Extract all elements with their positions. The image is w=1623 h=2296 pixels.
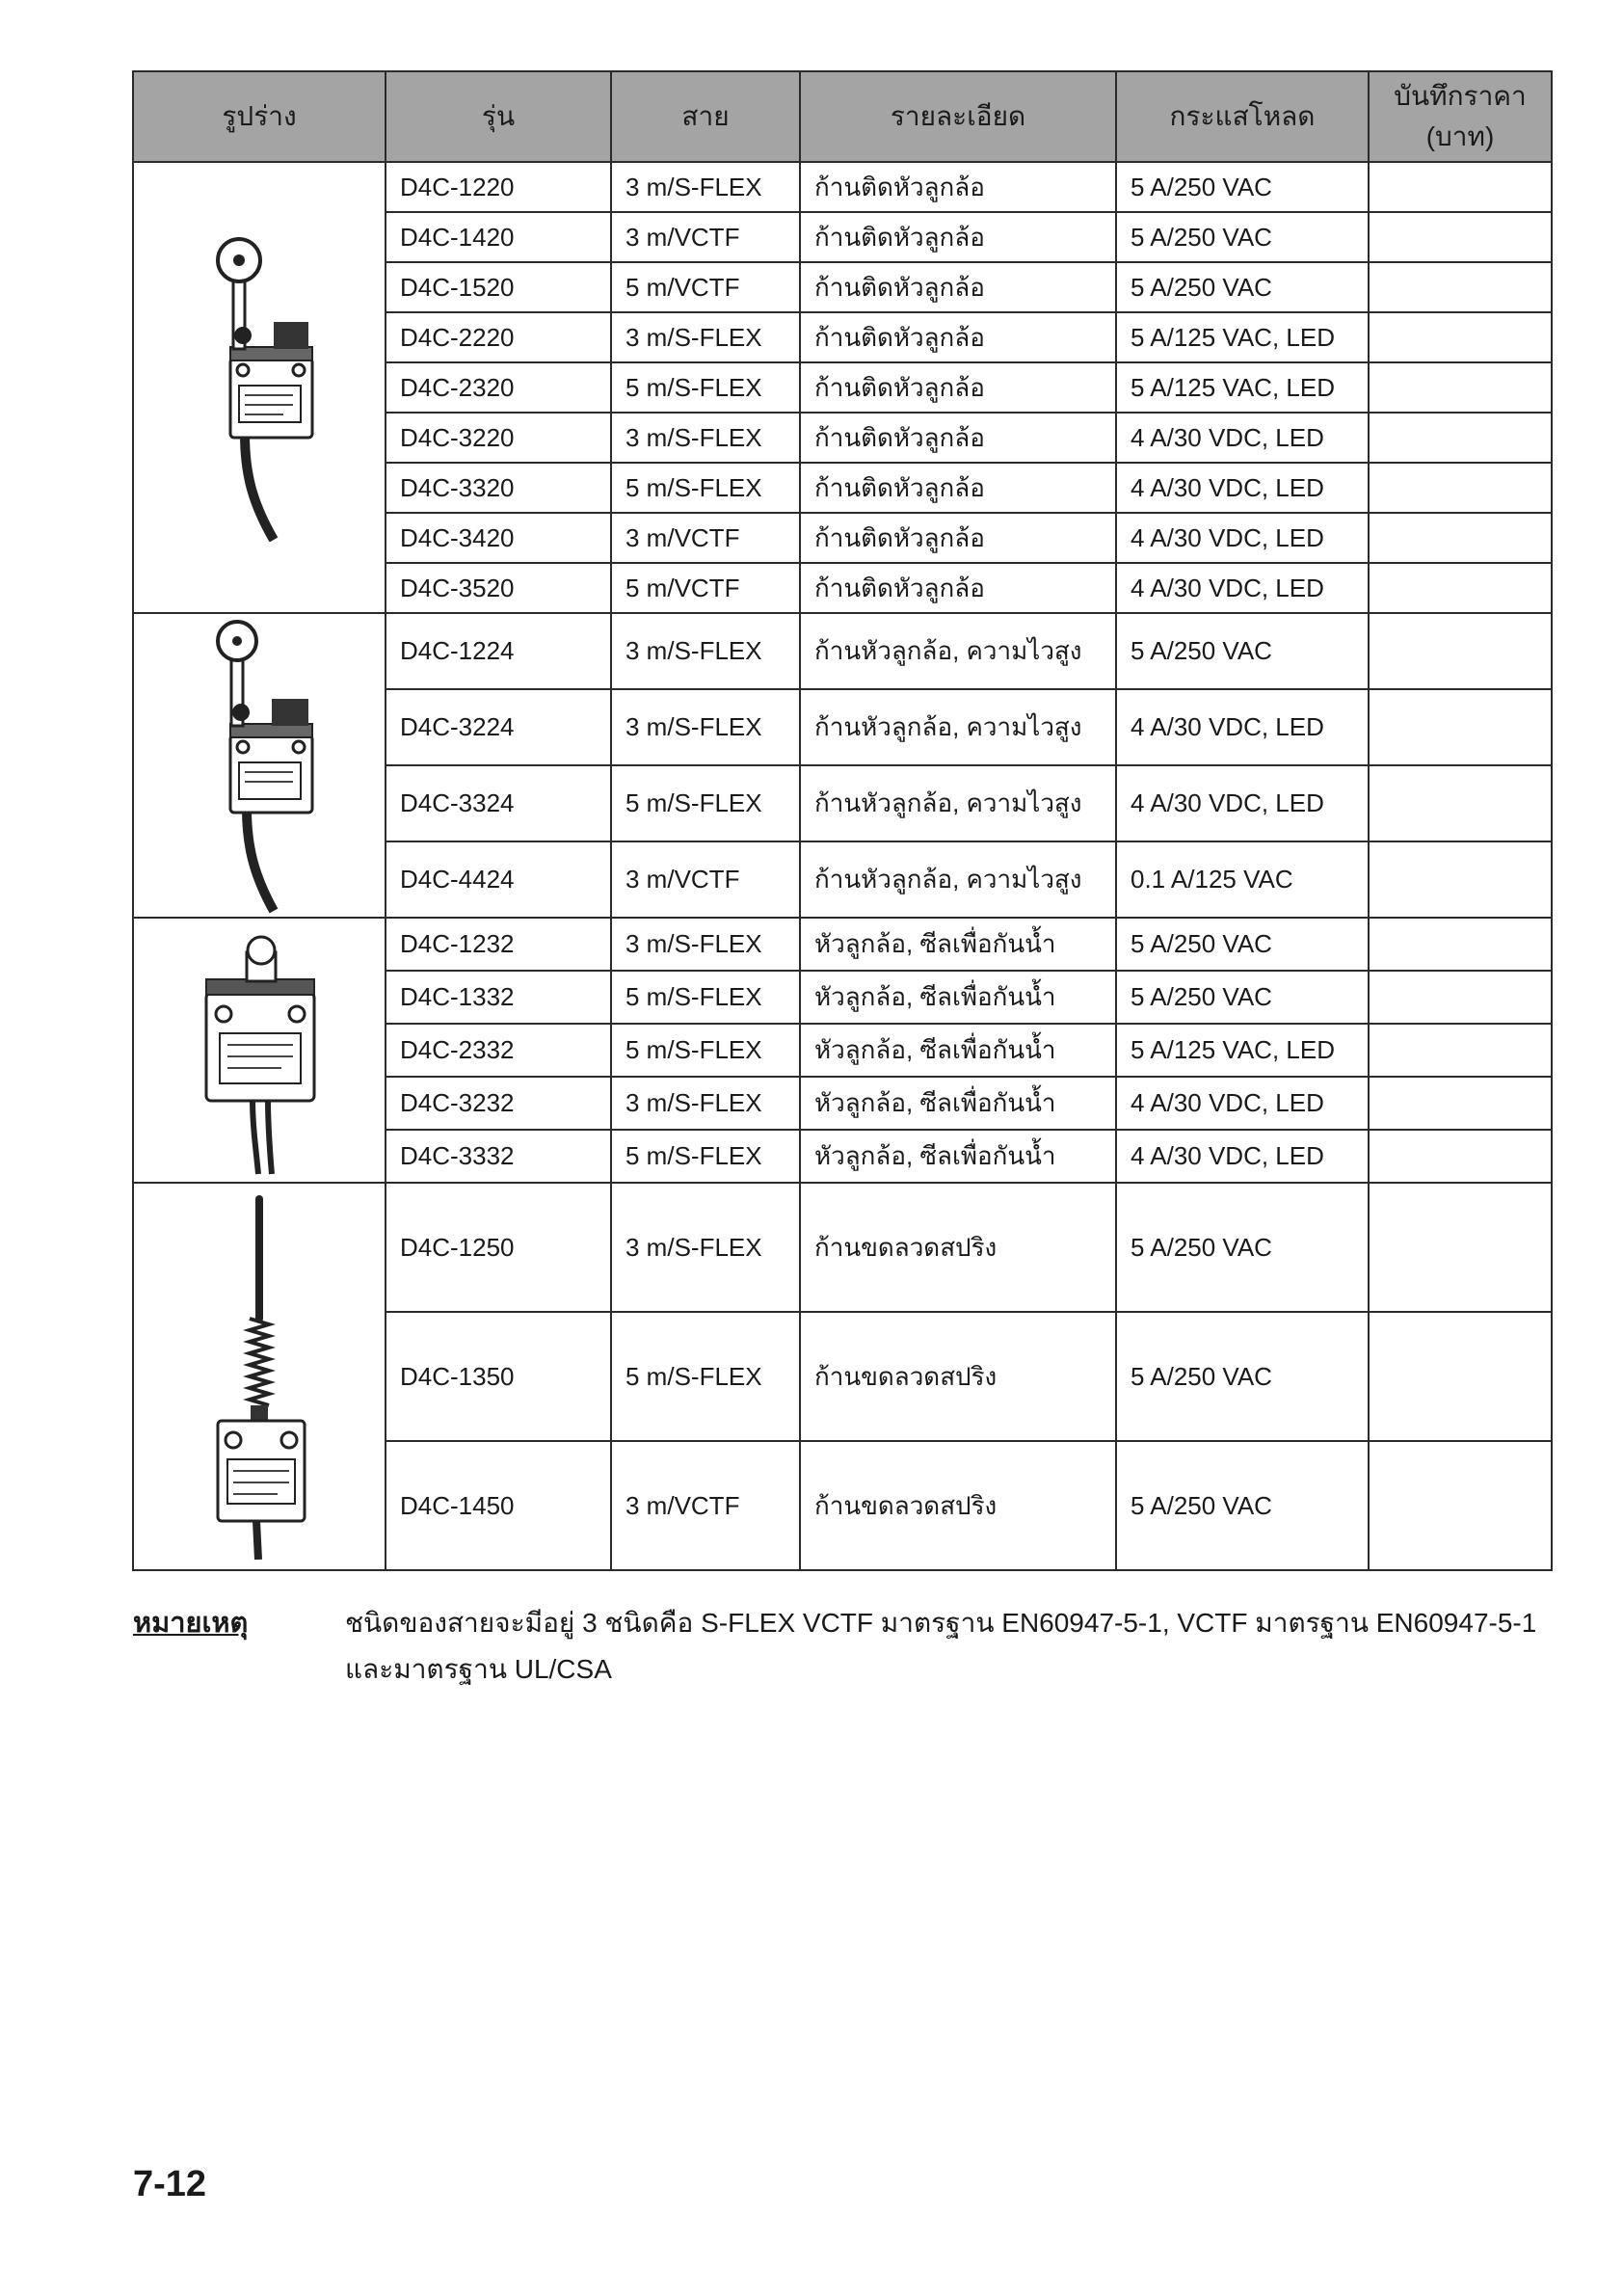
model-cell: D4C-1250: [386, 1183, 611, 1312]
cable-cell: 3 m/VCTF: [611, 1441, 800, 1570]
remark-text-line2: และมาตรฐาน UL/CSA: [345, 1654, 612, 1684]
load-current-cell: 4 A/30 VDC, LED: [1116, 689, 1369, 765]
price-note-cell: [1369, 613, 1552, 689]
model-cell: D4C-1332: [386, 971, 611, 1024]
model-cell: D4C-1350: [386, 1312, 611, 1441]
details-cell: หัวลูกล้อ, ซีลเพื่อกันน้ำ: [800, 1130, 1116, 1183]
price-note-cell: [1369, 362, 1552, 413]
price-note-cell: [1369, 1077, 1552, 1130]
details-cell: ก้านหัวลูกล้อ, ความไวสูง: [800, 841, 1116, 918]
price-note-cell: [1369, 563, 1552, 613]
price-note-cell: [1369, 1183, 1552, 1312]
model-cell: D4C-3220: [386, 413, 611, 463]
price-note-cell: [1369, 262, 1552, 312]
product-table: [132, 70, 1553, 1571]
shape-image-cell: [133, 613, 386, 918]
load-current-cell: 4 A/30 VDC, LED: [1116, 1077, 1369, 1130]
header-price-note-line2: (บาท): [1425, 121, 1495, 151]
model-cell: D4C-3420: [386, 513, 611, 563]
load-current-cell: 5 A/250 VAC: [1116, 1312, 1369, 1441]
cable-cell: 5 m/S-FLEX: [611, 1024, 800, 1077]
cable-cell: 5 m/S-FLEX: [611, 463, 800, 513]
model-cell: D4C-1520: [386, 262, 611, 312]
price-note-cell: [1369, 1441, 1552, 1570]
details-cell: หัวลูกล้อ, ซีลเพื่อกันน้ำ: [800, 1024, 1116, 1077]
header-shape: รูปร่าง: [133, 71, 386, 162]
header-model: รุ่น: [386, 71, 611, 162]
price-note-cell: [1369, 971, 1552, 1024]
cable-cell: 3 m/S-FLEX: [611, 1183, 800, 1312]
cable-cell: 5 m/VCTF: [611, 262, 800, 312]
load-current-cell: 4 A/30 VDC, LED: [1116, 463, 1369, 513]
model-cell: D4C-3224: [386, 689, 611, 765]
price-note-cell: [1369, 1130, 1552, 1183]
table-row: [133, 162, 1552, 212]
model-cell: D4C-3332: [386, 1130, 611, 1183]
price-note-cell: [1369, 413, 1552, 463]
high-sensitivity-roller-lever-switch-icon: [134, 616, 385, 915]
shape-image-cell: [133, 918, 386, 1183]
price-note-cell: [1369, 765, 1552, 841]
details-cell: ก้านติดหัวลูกล้อ: [800, 513, 1116, 563]
load-current-cell: 5 A/250 VAC: [1116, 262, 1369, 312]
page-number: 7-12: [133, 2164, 207, 2204]
load-current-cell: 5 A/125 VAC, LED: [1116, 362, 1369, 413]
table-row: [133, 613, 1552, 689]
details-cell: ก้านติดหัวลูกล้อ: [800, 312, 1116, 362]
price-note-cell: [1369, 212, 1552, 262]
coil-spring-rod-switch-icon: [134, 1193, 385, 1560]
cable-cell: 3 m/S-FLEX: [611, 1077, 800, 1130]
header-load-current: กระแสโหลด: [1116, 71, 1369, 162]
details-cell: ก้านติดหัวลูกล้อ: [800, 212, 1116, 262]
model-cell: D4C-2332: [386, 1024, 611, 1077]
load-current-cell: 5 A/125 VAC, LED: [1116, 312, 1369, 362]
model-cell: D4C-1220: [386, 162, 611, 212]
model-cell: D4C-1450: [386, 1441, 611, 1570]
price-note-cell: [1369, 841, 1552, 918]
table-row: [133, 1183, 1552, 1312]
cable-cell: 3 m/S-FLEX: [611, 312, 800, 362]
load-current-cell: 4 A/30 VDC, LED: [1116, 765, 1369, 841]
cable-cell: 3 m/VCTF: [611, 841, 800, 918]
details-cell: หัวลูกล้อ, ซีลเพื่อกันน้ำ: [800, 971, 1116, 1024]
table-row: [133, 918, 1552, 971]
cable-cell: 3 m/S-FLEX: [611, 613, 800, 689]
cable-cell: 5 m/S-FLEX: [611, 765, 800, 841]
model-cell: D4C-2220: [386, 312, 611, 362]
price-note-cell: [1369, 312, 1552, 362]
details-cell: ก้านติดหัวลูกล้อ: [800, 563, 1116, 613]
cable-cell: 3 m/S-FLEX: [611, 162, 800, 212]
price-note-cell: [1369, 513, 1552, 563]
cable-cell: 5 m/S-FLEX: [611, 362, 800, 413]
details-cell: ก้านขดลวดสปริง: [800, 1183, 1116, 1312]
header-cable: สาย: [611, 71, 800, 162]
cable-cell: 5 m/VCTF: [611, 563, 800, 613]
cable-cell: 3 m/VCTF: [611, 513, 800, 563]
price-note-cell: [1369, 689, 1552, 765]
model-cell: D4C-3320: [386, 463, 611, 513]
load-current-cell: 5 A/250 VAC: [1116, 1183, 1369, 1312]
cable-cell: 5 m/S-FLEX: [611, 1312, 800, 1441]
load-current-cell: 4 A/30 VDC, LED: [1116, 1130, 1369, 1183]
model-cell: D4C-1224: [386, 613, 611, 689]
load-current-cell: 0.1 A/125 VAC: [1116, 841, 1369, 918]
load-current-cell: 5 A/250 VAC: [1116, 971, 1369, 1024]
model-cell: D4C-1420: [386, 212, 611, 262]
details-cell: ก้านติดหัวลูกล้อ: [800, 362, 1116, 413]
details-cell: ก้านขดลวดสปริง: [800, 1441, 1116, 1570]
details-cell: ก้านหัวลูกล้อ, ความไวสูง: [800, 613, 1116, 689]
header-row: [133, 71, 1552, 162]
load-current-cell: 5 A/250 VAC: [1116, 162, 1369, 212]
details-cell: ก้านติดหัวลูกล้อ: [800, 262, 1116, 312]
details-cell: ก้านติดหัวลูกล้อ: [800, 463, 1116, 513]
details-cell: ก้านหัวลูกล้อ, ความไวสูง: [800, 689, 1116, 765]
load-current-cell: 4 A/30 VDC, LED: [1116, 513, 1369, 563]
load-current-cell: 5 A/250 VAC: [1116, 212, 1369, 262]
sealed-roller-plunger-switch-icon: [134, 925, 385, 1176]
details-cell: ก้านติดหัวลูกล้อ: [800, 413, 1116, 463]
details-cell: ก้านขดลวดสปริง: [800, 1312, 1116, 1441]
table-body: [133, 162, 1552, 1570]
model-cell: D4C-2320: [386, 362, 611, 413]
header-price-note: [1369, 71, 1552, 162]
price-note-cell: [1369, 918, 1552, 971]
price-note-cell: [1369, 162, 1552, 212]
model-cell: D4C-3324: [386, 765, 611, 841]
load-current-cell: 5 A/250 VAC: [1116, 918, 1369, 971]
cable-cell: 3 m/VCTF: [611, 212, 800, 262]
cable-cell: 5 m/S-FLEX: [611, 1130, 800, 1183]
load-current-cell: 5 A/125 VAC, LED: [1116, 1024, 1369, 1077]
details-cell: ก้านติดหัวลูกล้อ: [800, 162, 1116, 212]
remark-text-line1: ชนิดของสายจะมีอยู่ 3 ชนิดคือ S-FLEX VCTF มาตรฐาน EN60947-5-1, VCTF มาตรฐาน EN60947-5-1: [345, 1608, 1537, 1638]
details-cell: หัวลูกล้อ, ซีลเพื่อกันน้ำ: [800, 1077, 1116, 1130]
header-price-note-line1: บันทึกราคา: [1394, 81, 1527, 111]
model-cell: D4C-4424: [386, 841, 611, 918]
details-cell: ก้านหัวลูกล้อ, ความไวสูง: [800, 765, 1116, 841]
shape-image-cell: [133, 1183, 386, 1570]
price-note-cell: [1369, 1312, 1552, 1441]
model-cell: D4C-3520: [386, 563, 611, 613]
cable-cell: 5 m/S-FLEX: [611, 971, 800, 1024]
price-note-cell: [1369, 1024, 1552, 1077]
roller-lever-limit-switch-icon: [134, 233, 385, 542]
remark-label: หมายเหตุ: [133, 1608, 249, 1639]
header-details: รายละเอียด: [800, 71, 1116, 162]
load-current-cell: 4 A/30 VDC, LED: [1116, 413, 1369, 463]
load-current-cell: 5 A/250 VAC: [1116, 1441, 1369, 1570]
model-cell: D4C-1232: [386, 918, 611, 971]
price-note-cell: [1369, 463, 1552, 513]
cable-cell: 3 m/S-FLEX: [611, 413, 800, 463]
load-current-cell: 4 A/30 VDC, LED: [1116, 563, 1369, 613]
shape-image-cell: [133, 162, 386, 613]
details-cell: หัวลูกล้อ, ซีลเพื่อกันน้ำ: [800, 918, 1116, 971]
cable-cell: 3 m/S-FLEX: [611, 689, 800, 765]
model-cell: D4C-3232: [386, 1077, 611, 1130]
load-current-cell: 5 A/250 VAC: [1116, 613, 1369, 689]
cable-cell: 3 m/S-FLEX: [611, 918, 800, 971]
